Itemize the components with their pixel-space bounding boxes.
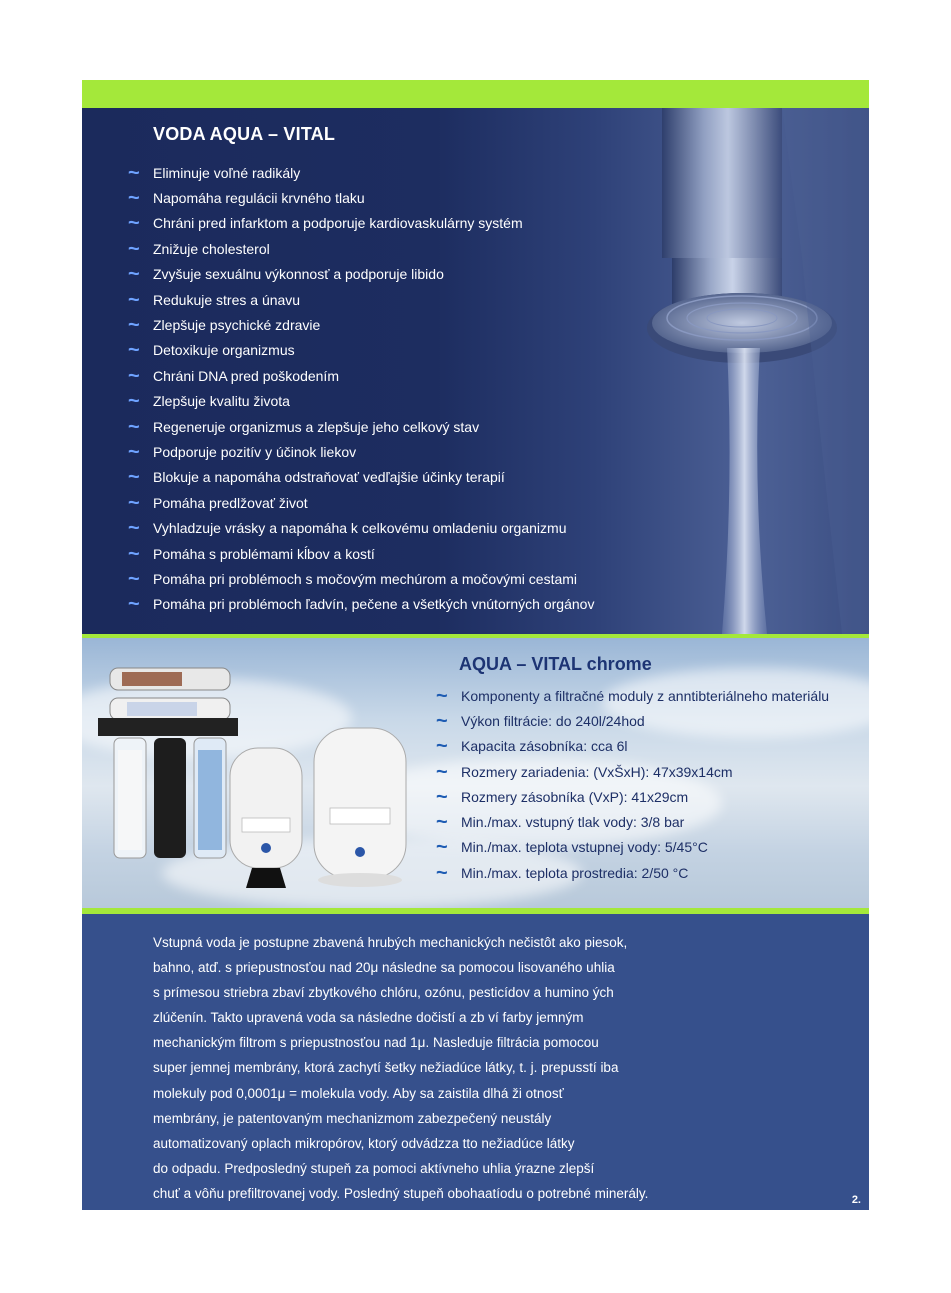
tilde-bullet-icon: ~: [128, 466, 140, 489]
list-item: ~ Redukuje stres a únavu: [128, 288, 301, 311]
list-item: ~ Rozmery zariadenia: (VxŠxH): 47x39x14cm: [436, 760, 733, 783]
list-item: ~ Pomáha predlžovať život: [128, 491, 308, 514]
list-item: ~ Výkon filtrácie: do 240l/24hod: [436, 709, 645, 732]
benefits-title: VODA AQUA – VITAL: [153, 124, 336, 144]
tilde-bullet-icon: ~: [128, 288, 140, 311]
list-item: ~ Podporuje pozitív y účinok liekov: [128, 440, 357, 463]
text-line: super jemnej membrány, ktorá zachytí šetky nežiadúce látky, t. j. prepusstí iba: [153, 1060, 619, 1076]
tilde-bullet-icon: ~: [128, 237, 140, 260]
list-item: ~ Pomáha s problémami kĺbov a kostí: [128, 542, 375, 565]
tilde-bullet-icon: ~: [436, 735, 448, 758]
list-item: ~ Detoxikuje organizmus: [128, 339, 295, 362]
list-item: ~ Zlepšuje psychické zdravie: [128, 314, 321, 337]
list-item: ~ Chráni pred infarktom a podporuje kardiovaskulárny systém: [128, 212, 523, 235]
list-item: ~ Kapacita zásobníka: cca 6l: [436, 735, 628, 758]
list-item: ~ Blokuje a napomáha odstraňovať vedľajšie účinky terapií: [128, 466, 505, 489]
benefits-list: [128, 160, 594, 617]
tilde-bullet-icon: ~: [128, 364, 140, 387]
tilde-bullet-icon: ~: [436, 684, 448, 707]
text-line: mechanickým filtrom s priepustnosťou nad 1μ. Nasleduje filtrácia pomocou: [153, 1035, 599, 1051]
list-item: ~ Min./max. vstupný tlak vody: 3/8 bar: [436, 811, 685, 834]
tilde-bullet-icon: ~: [128, 161, 140, 184]
filter-system-image: [92, 658, 412, 898]
tilde-bullet-icon: ~: [128, 390, 140, 413]
list-item: ~ Min./max. teplota vstupnej vody: 5/45°C: [436, 836, 708, 859]
tilde-bullet-icon: ~: [128, 339, 140, 362]
tilde-bullet-icon: ~: [436, 760, 448, 783]
product-title: AQUA – VITAL chrome: [459, 654, 652, 674]
list-item: ~ Eliminuje voľné radikály: [128, 161, 301, 184]
text-line: Vstupná voda je postupne zbavená hrubých mechanických nečistôt ako piesok,: [153, 935, 628, 950]
text-line: s prímesou striebra zbaví zbytkového chlóru, ozónu, pesticídov a humino ých: [153, 985, 614, 1001]
tilde-bullet-icon: ~: [128, 187, 140, 210]
list-item: ~ Zlepšuje kvalitu života: [128, 390, 290, 413]
faucet-image: [642, 108, 869, 634]
description-panel: [82, 914, 869, 1210]
page-number: 2.: [851, 1194, 861, 1206]
list-item: ~ Napomáha regulácii krvného tlaku: [128, 187, 365, 210]
tilde-bullet-icon: ~: [436, 785, 448, 808]
top-green-bar: [82, 80, 869, 108]
product-panel: [82, 638, 869, 908]
list-item: ~ Vyhladzuje vrásky a napomáha k celkovému omladeniu organizmu: [128, 517, 567, 540]
tilde-bullet-icon: ~: [128, 517, 140, 540]
tilde-bullet-icon: ~: [436, 861, 448, 884]
tilde-bullet-icon: ~: [436, 836, 448, 859]
text-line: molekuly pod 0,0001μ = molekula vody. Aby sa zaistila dlhá ži otnosť: [153, 1085, 564, 1101]
tilde-bullet-icon: ~: [436, 811, 448, 834]
tilde-bullet-icon: ~: [128, 263, 140, 286]
list-item: ~ Znižuje cholesterol: [128, 237, 270, 260]
list-item: ~ Rozmery zásobníka (VxP): 41x29cm: [436, 785, 689, 808]
benefits-panel: [82, 108, 869, 634]
list-item: ~ Pomáha pri problémoch ľadvín, pečene a všetkých vnútorných orgánov: [128, 593, 595, 616]
tilde-bullet-icon: ~: [128, 440, 140, 463]
tilde-bullet-icon: ~: [128, 415, 140, 438]
description-text: [153, 930, 773, 1206]
tilde-bullet-icon: ~: [128, 593, 140, 616]
list-item: ~ Komponenty a filtračné moduly z anntibteriálneho materiálu: [436, 684, 830, 707]
specs-list: [436, 683, 829, 885]
text-line: automatizovaný oplach mikropórov, ktorý odvádzza tto nežiadúce látky: [153, 1135, 575, 1151]
tilde-bullet-icon: ~: [436, 709, 448, 732]
text-line: bahno, atď. s priepustnosťou nad 20μ následne sa pomocou lisovaného uhlia: [153, 960, 615, 976]
tilde-bullet-icon: ~: [128, 567, 140, 590]
tilde-bullet-icon: ~: [128, 212, 140, 235]
list-item: ~ Zvyšuje sexuálnu výkonnosť a podporuje libido: [128, 263, 444, 286]
list-item: ~ Chráni DNA pred poškodením: [128, 364, 339, 387]
tilde-bullet-icon: ~: [128, 314, 140, 337]
brochure-page: [82, 80, 869, 1210]
tilde-bullet-icon: ~: [128, 542, 140, 565]
list-item: ~ Min./max. teplota prostredia: 2/50 °C: [436, 861, 689, 884]
list-item: ~ Regeneruje organizmus a zlepšuje jeho celkový stav: [128, 415, 480, 438]
text-line: zlúčenín. Takto upravená voda sa následne dočistí a zb ví farby jemným: [153, 1010, 584, 1026]
text-line: do odpadu. Predposledný stupeň za pomoci aktívneho uhlia ýrazne zlepší: [153, 1160, 595, 1176]
text-line: chuť a vôňu prefiltrovanej vody. Posledný stupeň obohaatíodu o potrebné minerály.: [153, 1185, 649, 1201]
list-item: ~ Pomáha pri problémoch s močovým mechúrom a močovými cestami: [128, 567, 578, 590]
tilde-bullet-icon: ~: [128, 491, 140, 514]
text-line: membrány, je patentovaným mechanizmom zabezpečený neustály: [153, 1110, 552, 1126]
